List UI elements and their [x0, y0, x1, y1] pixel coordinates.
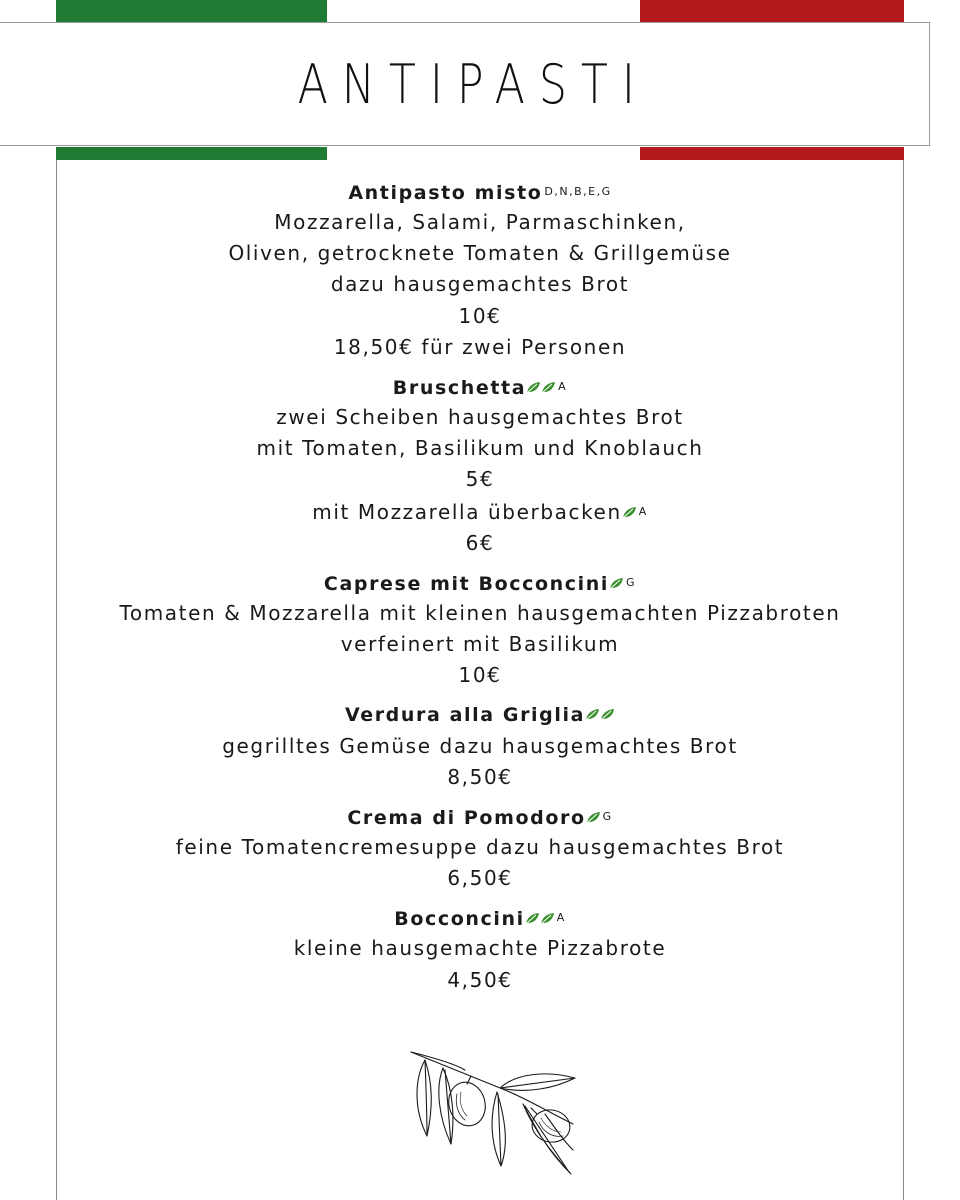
- vegan-leaf-icon: [540, 912, 555, 925]
- item-description-line: mit Tomaten, Basilikum und Knoblauch: [256, 436, 704, 461]
- vegan-leaf-icon: [541, 381, 556, 394]
- menu-item-crema-di-pomodoro: [57, 801, 903, 894]
- flag-white-band: [327, 147, 640, 160]
- item-price: 10€: [458, 663, 502, 688]
- flag-green-band: [56, 147, 327, 160]
- allergen-codes: D,N,B,E,G: [544, 185, 612, 198]
- item-description-line: gegrilltes Gemüse dazu hausgemachtes Brot: [222, 733, 738, 758]
- item-description-line: Oliven, getrocknete Tomaten & Grillgemüse: [228, 241, 732, 266]
- vegetarian-leaf-icon: [586, 811, 601, 824]
- vegan-leaf-icon: [525, 912, 540, 925]
- flag-red-band: [640, 0, 904, 22]
- flag-green-band: [56, 0, 327, 22]
- olive-branch-illustration: [405, 1048, 585, 1178]
- item-price: 8,50€: [447, 764, 513, 789]
- item-name: Verdura alla Griglia: [344, 703, 586, 726]
- item-name: Antipasto misto: [348, 182, 543, 204]
- item-price-for-two: 18,50€ für zwei Personen: [333, 334, 627, 359]
- item-price: 5€: [465, 467, 495, 492]
- item-description-line: dazu hausgemachtes Brot: [330, 272, 630, 297]
- item-description-line: verfeinert mit Basilikum: [340, 632, 620, 657]
- menu-item-antipasto-misto: [57, 176, 903, 363]
- item-name: Caprese mit Bocconcini: [323, 573, 610, 596]
- page-title: ANTIPASTI: [297, 52, 649, 116]
- italian-flag-stripe-bottom: [56, 147, 904, 160]
- allergen-codes: G: [602, 810, 613, 824]
- variant-text: mit Mozzarella überbacken: [312, 499, 622, 524]
- item-description-line: Mozzarella, Salami, Parmaschinken,: [274, 210, 686, 234]
- item-price: 6,50€: [447, 866, 513, 891]
- item-description-line: feine Tomatencremesuppe dazu hausgemachtes Brot: [175, 835, 785, 860]
- menu-item-caprese: [57, 567, 903, 692]
- vegetarian-leaf-icon: [622, 506, 637, 519]
- allergen-codes: A: [558, 380, 568, 394]
- item-name: Bruschetta: [392, 377, 527, 400]
- title-box: [0, 22, 930, 146]
- item-price: 4,50€: [447, 967, 513, 992]
- item-price: 10€: [458, 303, 502, 328]
- menu-item-bocconcini: [57, 902, 903, 995]
- flag-red-band: [640, 147, 904, 160]
- vegan-leaf-icon: [585, 708, 600, 721]
- allergen-codes: G: [626, 576, 637, 590]
- item-name: Bocconcini: [394, 908, 525, 931]
- menu-list: [57, 176, 903, 1004]
- frame-right-border: [903, 160, 904, 1200]
- item-description-line: kleine hausgemachte Pizzabrote: [293, 936, 667, 961]
- vegan-leaf-icon: [600, 708, 615, 721]
- menu-item-verdura-alla-griglia: [57, 700, 903, 793]
- item-description-line: zwei Scheiben hausgemachtes Brot: [276, 405, 684, 430]
- item-variant: [57, 496, 903, 528]
- allergen-codes: A: [556, 911, 566, 925]
- italian-flag-stripe-top: [56, 0, 904, 22]
- vegan-leaf-icon: [526, 381, 541, 394]
- item-description-line: Tomaten & Mozzarella mit kleinen hausgemachten Pizzabroten: [119, 601, 841, 626]
- allergen-codes: A: [638, 504, 648, 518]
- flag-white-band: [327, 0, 640, 22]
- item-name: Crema di Pomodoro: [347, 807, 586, 830]
- variant-price: 6€: [465, 530, 495, 555]
- vegetarian-leaf-icon: [609, 577, 624, 590]
- menu-item-bruschetta: [57, 371, 903, 559]
